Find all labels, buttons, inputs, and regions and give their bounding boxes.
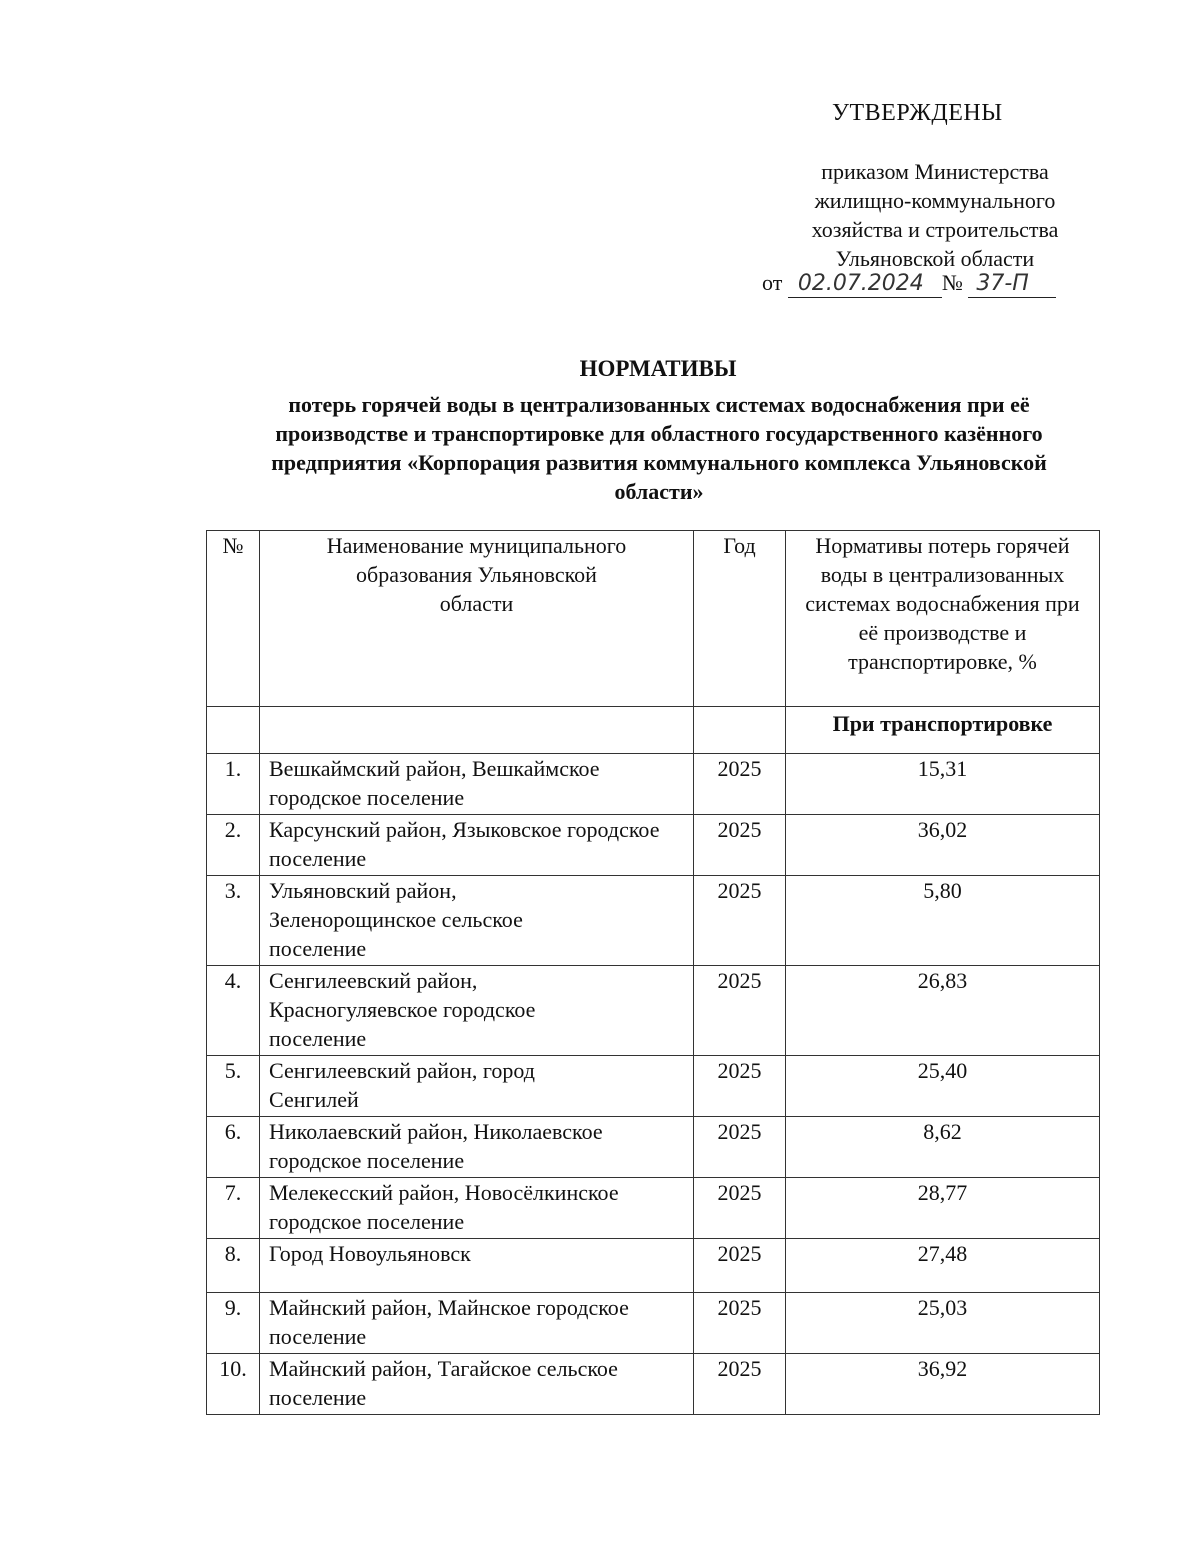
table-row	[207, 876, 1100, 966]
row-num: 5.	[207, 1056, 260, 1117]
row-value: 15,31	[786, 754, 1100, 815]
from-label: от	[762, 270, 783, 295]
order-line: хозяйства и строительства	[811, 217, 1059, 242]
header-name-text: Наименование муниципального образования Ульяновской области	[326, 533, 627, 616]
row-num: 9.	[207, 1293, 260, 1354]
row-name: Майнский район, Майнское городское поселение	[260, 1293, 694, 1354]
header-norm-text: Нормативы потерь горячей воды в централизованных системах водоснабжения при её производстве и транспортировке, %	[805, 533, 1080, 674]
order-date-number-line	[762, 270, 1056, 298]
row-value: 25,40	[786, 1056, 1100, 1117]
row-value: 25,03	[786, 1293, 1100, 1354]
handwritten-number: 37-П	[968, 271, 1056, 298]
handwritten-date: 02.07.2024	[788, 271, 942, 298]
subheader-empty	[694, 707, 786, 754]
approval-order-block	[756, 157, 1114, 273]
header-year: Год	[694, 531, 786, 707]
row-year: 2025	[694, 1117, 786, 1178]
norms-table	[206, 530, 1100, 1415]
row-value: 26,83	[786, 966, 1100, 1056]
row-value: 27,48	[786, 1239, 1100, 1293]
row-num: 3.	[207, 876, 260, 966]
subheader-label: При транспортировке	[786, 707, 1100, 754]
table-row	[207, 815, 1100, 876]
table-header-row	[207, 531, 1100, 707]
approval-heading: УТВЕРЖДЕНЫ	[832, 100, 1003, 126]
header-name	[260, 531, 694, 707]
document-subtitle: потерь горячей воды в централизованных системах водоснабжения при её производстве и транспортировке для областного государственного казённого предприятия «Корпорация развития коммунального комплекса Ульяновской области»	[271, 392, 1047, 504]
table-row	[207, 1293, 1100, 1354]
row-value: 28,77	[786, 1178, 1100, 1239]
row-year: 2025	[694, 1293, 786, 1354]
table-row	[207, 1056, 1100, 1117]
row-year: 2025	[694, 966, 786, 1056]
order-line: жилищно-коммунального	[814, 188, 1056, 213]
row-name: Город Новоульяновск	[260, 1239, 694, 1293]
document-title: НОРМАТИВЫ	[579, 356, 737, 381]
order-line: Ульяновской области	[835, 246, 1035, 271]
table-row	[207, 1354, 1100, 1415]
row-value: 36,02	[786, 815, 1100, 876]
row-year: 2025	[694, 1239, 786, 1293]
row-name: Мелекесский район, Новосёлкинское городское поселение	[260, 1178, 694, 1239]
table-row	[207, 1117, 1100, 1178]
row-num: 1.	[207, 754, 260, 815]
table-row	[207, 966, 1100, 1056]
row-year: 2025	[694, 876, 786, 966]
number-label: №	[941, 270, 963, 295]
row-num: 10.	[207, 1354, 260, 1415]
row-name: Майнский район, Тагайское сельское поселение	[260, 1354, 694, 1415]
row-name-text: Сенгилеевский район, Красногуляевское городское поселение	[269, 968, 536, 1051]
row-num: 8.	[207, 1239, 260, 1293]
subheader-empty	[207, 707, 260, 754]
row-year: 2025	[694, 1354, 786, 1415]
row-name	[260, 966, 694, 1056]
row-year: 2025	[694, 754, 786, 815]
table-row	[207, 1178, 1100, 1239]
row-num: 7.	[207, 1178, 260, 1239]
row-year: 2025	[694, 1178, 786, 1239]
row-name	[260, 1056, 694, 1117]
row-num: 4.	[207, 966, 260, 1056]
row-num: 6.	[207, 1117, 260, 1178]
row-year: 2025	[694, 1056, 786, 1117]
row-value: 5,80	[786, 876, 1100, 966]
table-row	[207, 754, 1100, 815]
header-norm	[786, 531, 1100, 707]
row-year: 2025	[694, 815, 786, 876]
row-value: 8,62	[786, 1117, 1100, 1178]
row-name-text: Сенгилеевский район, город Сенгилей	[269, 1058, 535, 1112]
order-line: приказом Министерства	[821, 159, 1049, 184]
table-subheader-row	[207, 707, 1100, 754]
table-row	[207, 1239, 1100, 1293]
row-value: 36,92	[786, 1354, 1100, 1415]
header-num: №	[207, 531, 260, 707]
row-name	[260, 876, 694, 966]
row-name: Карсунский район, Языковское городское поселение	[260, 815, 694, 876]
subheader-empty	[260, 707, 694, 754]
row-num: 2.	[207, 815, 260, 876]
row-name: Вешкаймский район, Вешкаймское городское поселение	[260, 754, 694, 815]
row-name-text: Ульяновский район, Зеленорощинское сельское поселение	[269, 878, 523, 961]
row-name: Николаевский район, Николаевское городское поселение	[260, 1117, 694, 1178]
